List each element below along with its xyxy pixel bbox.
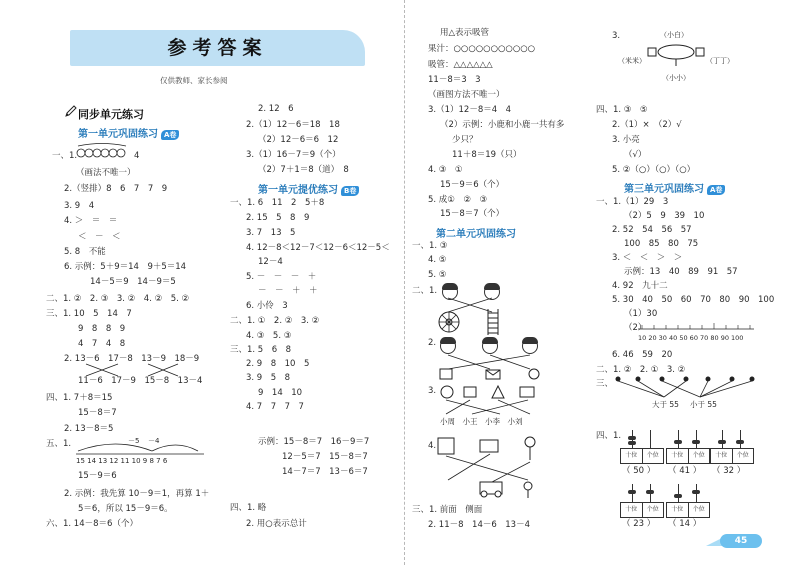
c3-line: 用△表示吸管: [440, 28, 490, 38]
unit2a-heading: 第二单元巩固练习: [436, 229, 516, 240]
unit1a-tag: A卷: [161, 130, 179, 140]
ones-label: 个位: [646, 506, 659, 513]
c2-line: 二、1. ① 2. ② 3. ②: [230, 316, 320, 326]
table-seating-icon: [644, 40, 708, 66]
abacus-value: （ 32 ）: [712, 466, 746, 476]
c3-line: 11－8＝3 3: [428, 75, 481, 85]
tens-label: 十位: [667, 449, 689, 463]
c2-line: 3. 9 5 8: [246, 373, 291, 383]
unit3a-heading: [624, 180, 725, 195]
c1-line: 15－9＝6: [78, 471, 117, 481]
abacus-bead: [674, 494, 682, 498]
c1-line: 四、1. 7＋8＝15: [46, 393, 113, 403]
c1-line: 5＝6，所以 15－9＝6。: [78, 504, 173, 514]
seat-label: （小小）: [662, 74, 690, 82]
c2-line: 5. － － － ＋: [246, 272, 317, 282]
child-face-icon: [522, 338, 538, 354]
c3-line: 4.: [428, 441, 437, 451]
abacus-base: [620, 502, 664, 518]
unit1b-heading: [258, 181, 359, 196]
c2-line: 4. 7 7 7 7: [246, 402, 304, 412]
abacus-value: （ 41 ）: [668, 466, 702, 476]
c4-line: （2）5 9 39 10: [624, 211, 705, 221]
c4-line: 一、1.（1）29 3: [596, 197, 669, 207]
c2-line: 4. 12－8＜12－7＜12－6＜12－5＜: [246, 243, 390, 253]
c4-line: 5. ②（○）（○）（○）: [612, 165, 696, 175]
c4-line: 四、1.: [596, 431, 622, 441]
abacus-bead: [628, 436, 636, 440]
c2-line: 12－5＝7 15－8＝7: [282, 452, 368, 462]
c3-line: 5. ⑤: [428, 270, 447, 280]
c3-line: 4. ⑤: [428, 255, 447, 265]
c1-line: 3. 9 4: [64, 201, 95, 211]
abacus-bead: [736, 440, 744, 444]
ruler-labels: 10 20 30 40 50 60 70 80 90 100: [638, 334, 744, 342]
ones-label: 个位: [692, 452, 705, 459]
c2-line: 2. 15 5 8 9: [246, 213, 310, 223]
matching-lines: [78, 364, 198, 376]
number-line-labels: 15 14 13 12 11 10 9 8 7 6: [76, 457, 168, 465]
apple-row-icon: [76, 143, 128, 159]
c3-line: 4. ③ ①: [428, 165, 463, 175]
match-lines-3: [440, 400, 540, 414]
c2-line: 2. 用○表示总计: [246, 519, 307, 529]
ones-label: 个位: [692, 506, 705, 513]
c3-line: 5. 成① ② ③: [428, 195, 488, 205]
abacus-bead: [692, 490, 700, 494]
c3-line: 3.（1）12－8＝4 4: [428, 105, 512, 115]
c3-line: （2）示例：小鹿和小鹿一共有多: [440, 120, 565, 130]
c1-line: 六、1. 14－8＝6（个）: [46, 519, 138, 529]
unit1a-title: 第一单元巩固练习: [78, 129, 158, 140]
c2-line: 12－4: [258, 257, 283, 267]
abacus-bead: [646, 490, 654, 494]
wheel-icon: [438, 311, 460, 333]
c2-line: 2. 9 8 10 5: [246, 359, 310, 369]
c1-line: 2. 13－8＝5: [64, 424, 114, 434]
seat-label: （丁丁）: [706, 57, 734, 65]
abacus-rod: [678, 430, 679, 448]
child-face-icon: [482, 338, 498, 354]
tens-label: 十位: [667, 503, 689, 517]
abacus-base: [666, 448, 710, 464]
c4-line: 100 85 80 75: [624, 239, 699, 249]
c3-line: 吸管：△△△△△△: [428, 60, 493, 70]
section-main-heading: 同步单元练习: [78, 108, 144, 121]
abacus-rod: [722, 430, 723, 448]
c2-line: 4. ③ 5. ③: [246, 331, 292, 341]
c1-line: 五、1.: [46, 439, 72, 449]
jump-label: －5: [128, 437, 140, 445]
seat-label: （小白）: [660, 31, 688, 39]
c1-line: 4: [134, 151, 140, 161]
number-line: [76, 441, 206, 455]
c2-line: （2）7＋1＝8（道） 8: [258, 165, 349, 175]
page-number: 45: [720, 534, 762, 548]
c2-line: 四、1. 略: [230, 503, 267, 513]
unit1b-tag: B卷: [341, 186, 359, 196]
c3-line: 15－8＝7（个）: [440, 209, 505, 219]
c1-line: 2.（竖排）8 6 7 7 9: [64, 184, 168, 194]
ruler-number-line: [638, 323, 756, 331]
abacus-value: （ 14 ）: [668, 519, 702, 529]
abacus-value: （ 50 ）: [622, 466, 656, 476]
ones-label: 个位: [736, 452, 749, 459]
title-banner: [70, 30, 365, 66]
c4-line: （√）: [624, 150, 647, 160]
c2-line: 6. 小伶 3: [246, 301, 288, 311]
abacus-bead: [718, 440, 726, 444]
page-title: 参考答案: [167, 37, 268, 59]
c1-line: 6. 示例：5＋9＝14 9＋5＝14: [64, 262, 187, 272]
c1-line: 4 7 4 8: [78, 339, 126, 349]
tens-label: 十位: [621, 449, 643, 463]
c1-line: 2. 示例：我先算 10－9＝1，再算 1＋: [64, 489, 210, 499]
c3-line: 少只？: [452, 135, 478, 145]
c3-line: 一、1. ③: [412, 241, 448, 251]
abacus-base: [620, 448, 664, 464]
c1-line: 一、1.: [52, 151, 78, 161]
c1-line: 二、1. ② 2. ③ 3. ② 4. ② 5. ②: [46, 294, 190, 304]
c2-line: 2. 12 6: [258, 104, 294, 114]
c2-line: 2.（1）12－6＝18 18: [246, 120, 340, 130]
page-subtitle: 仅供教师、家长参阅: [160, 76, 228, 85]
c2-line: 示例：15－8＝7 16－9＝7: [258, 437, 370, 447]
c3-line: 二、1.: [412, 286, 438, 296]
c4-line: 4. 92 九十二: [612, 281, 668, 291]
scene-illustration: [436, 432, 546, 498]
c4-line: （1）30: [624, 309, 658, 319]
unit1b-title: 第一单元提优练习: [258, 185, 338, 196]
objects-row-icon: [438, 367, 548, 381]
c4-line: 3. ＜ ＜ ＞ ＞: [612, 253, 683, 263]
c4-line: 示例：13 40 89 91 57: [624, 267, 738, 277]
c1-line: （画法不唯一）: [76, 168, 136, 178]
objects-row-icon: [440, 384, 550, 400]
tens-label: 十位: [711, 449, 733, 463]
c1-line: 11－6 17－9 15－8 13－4: [78, 376, 203, 386]
c3-line: 15－9＝6（个）: [440, 180, 505, 190]
c3-line: （画图方法不唯一）: [428, 90, 505, 100]
c1-line: 2. 13－6 17－8 13－9 18－9: [64, 354, 200, 364]
abacus-rod: [650, 430, 651, 448]
classify-label: 小于 55: [690, 400, 717, 409]
c4-line: 三、: [596, 379, 614, 389]
abacus-rod: [678, 484, 679, 502]
abacus-value: （ 23 ）: [622, 519, 656, 529]
c3-line: 3.: [428, 386, 437, 396]
abacus-base: [666, 502, 710, 518]
c2-line: 三、1. 5 6 8: [230, 345, 292, 355]
c2-line: 14－7＝7 13－6＝7: [282, 467, 368, 477]
c2-line: 3. 7 13 5: [246, 228, 296, 238]
c3-line: 三、1. 前面 侧面: [412, 505, 483, 515]
seat-label: （米米）: [618, 57, 646, 65]
abacus-bead: [674, 440, 682, 444]
column-divider: [404, 0, 405, 565]
c2-line: （2）12－6＝6 12: [258, 135, 339, 145]
name-labels: 小周 小王 小李 小刘: [440, 417, 523, 426]
c2-line: 9 14 10: [258, 388, 303, 398]
tens-label: 十位: [621, 503, 643, 517]
jump-label: －4: [148, 437, 160, 445]
abacus-rod: [696, 430, 697, 448]
c3-line: 2.: [428, 338, 437, 348]
pencil-icon: [64, 104, 78, 118]
abacus-rod: [740, 430, 741, 448]
c4-line: 2.（1）× （2）√: [612, 120, 682, 130]
unit1a-heading: [78, 125, 179, 140]
ladder-icon: [486, 309, 500, 335]
c4-line: 3. 小亮: [612, 135, 640, 145]
classify-diagram: [608, 373, 758, 419]
classify-label: 大于 55: [652, 400, 679, 409]
c4-line: 四、1. ③ ⑤: [596, 105, 648, 115]
c4-line: （2）: [624, 323, 647, 333]
abacus-base: [710, 448, 754, 464]
child-face-icon: [440, 338, 456, 354]
c4-line: 3.: [612, 31, 621, 41]
abacus-bead: [628, 490, 636, 494]
unit3a-tag: A卷: [707, 185, 725, 195]
c3-line: 果汁：○○○○○○○○○○○: [428, 44, 536, 54]
c3-line: 2. 11－8 14－6 13－4: [428, 520, 530, 530]
c1-line: 15－8＝7: [78, 408, 117, 418]
c4-line: 2. 52 54 56 57: [612, 225, 692, 235]
c2-line: 3.（1）16－7＝9（个）: [246, 150, 341, 160]
c4-line: 6. 46 59 20: [612, 350, 673, 360]
c1-line: 5. 8 不能: [64, 247, 106, 257]
abacus-bead: [692, 440, 700, 444]
c2-line: 一、1. 6 11 2 5＋8: [230, 198, 325, 208]
c3-line: 11＋8＝19（只）: [452, 150, 522, 160]
c1-line: 9 8 8 9: [78, 324, 126, 334]
c1-line: ＜ － ＜: [78, 232, 121, 242]
ones-label: 个位: [646, 452, 659, 459]
abacus-bead: [628, 441, 636, 445]
c1-line: 4. ＞ ＝ ＝: [64, 216, 118, 226]
c4-line: 二、1. ② 2. ① 3. ②: [596, 365, 686, 375]
c1-line: 三、1. 10 5 14 7: [46, 309, 132, 319]
c4-line: 5. 30 40 50 60 70 80 90 100: [612, 295, 775, 305]
c1-line: 14－5＝9 14－9＝5: [90, 277, 176, 287]
c2-line: － － ＋ ＋: [258, 286, 318, 296]
unit3a-title: 第三单元巩固练习: [624, 184, 704, 195]
